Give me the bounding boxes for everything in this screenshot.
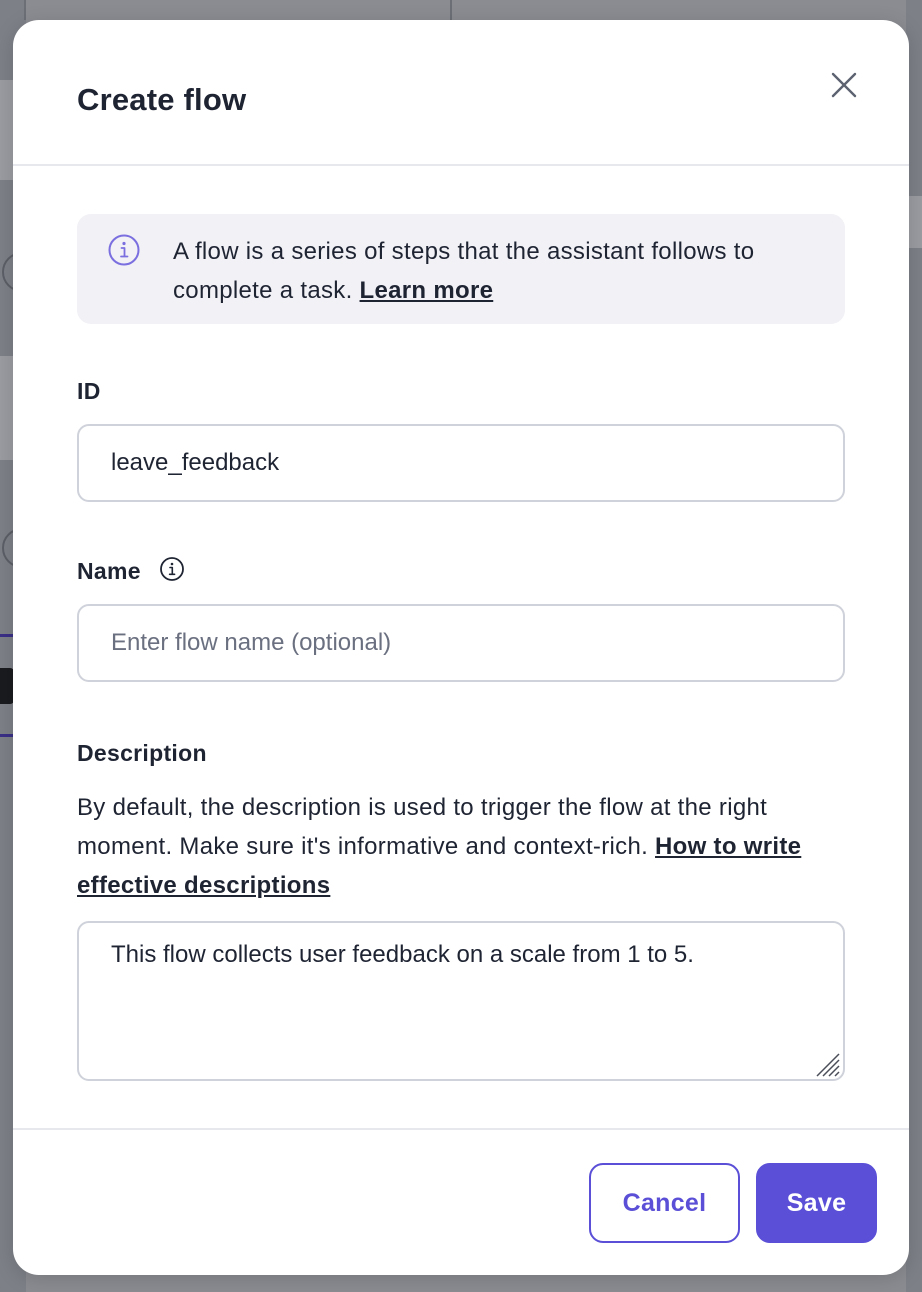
- info-callout: [77, 214, 845, 324]
- dialog-title: Create flow: [77, 82, 247, 117]
- effective-descriptions-link[interactable]: How to write effective descriptions: [77, 833, 802, 899]
- background-card: [0, 356, 14, 460]
- background-divider: [24, 0, 26, 20]
- dialog-header: [13, 20, 909, 166]
- close-icon: [827, 68, 861, 102]
- create-flow-dialog: [13, 20, 909, 1275]
- info-message: A flow is a series of steps that the assistant follows to complete a task.: [173, 238, 755, 304]
- resize-handle-icon[interactable]: [813, 1050, 841, 1078]
- cancel-button[interactable]: Cancel: [589, 1163, 740, 1243]
- id-label: ID: [77, 378, 101, 404]
- description-textarea[interactable]: [77, 921, 845, 1081]
- close-button[interactable]: [827, 68, 861, 102]
- save-button[interactable]: Save: [756, 1163, 877, 1243]
- background-button: [0, 668, 14, 704]
- name-label: Name: [77, 558, 141, 584]
- description-help-text: [77, 788, 852, 905]
- background-card: [908, 196, 922, 248]
- id-input[interactable]: [77, 424, 845, 502]
- description-label: Description: [77, 740, 207, 766]
- info-text: [173, 232, 823, 310]
- description-help-message: By default, the description is used to trigger the flow at the right moment. Make sure it's informative and context-rich.: [77, 794, 768, 860]
- background-divider: [450, 0, 452, 20]
- background-tab-indicator: [0, 734, 13, 737]
- info-icon[interactable]: [159, 556, 185, 582]
- footer-divider: [13, 1128, 909, 1130]
- background-tab-indicator: [0, 634, 13, 637]
- learn-more-link[interactable]: Learn more: [359, 277, 494, 304]
- info-icon: [107, 233, 141, 267]
- background-card: [0, 80, 14, 180]
- name-input[interactable]: [77, 604, 845, 682]
